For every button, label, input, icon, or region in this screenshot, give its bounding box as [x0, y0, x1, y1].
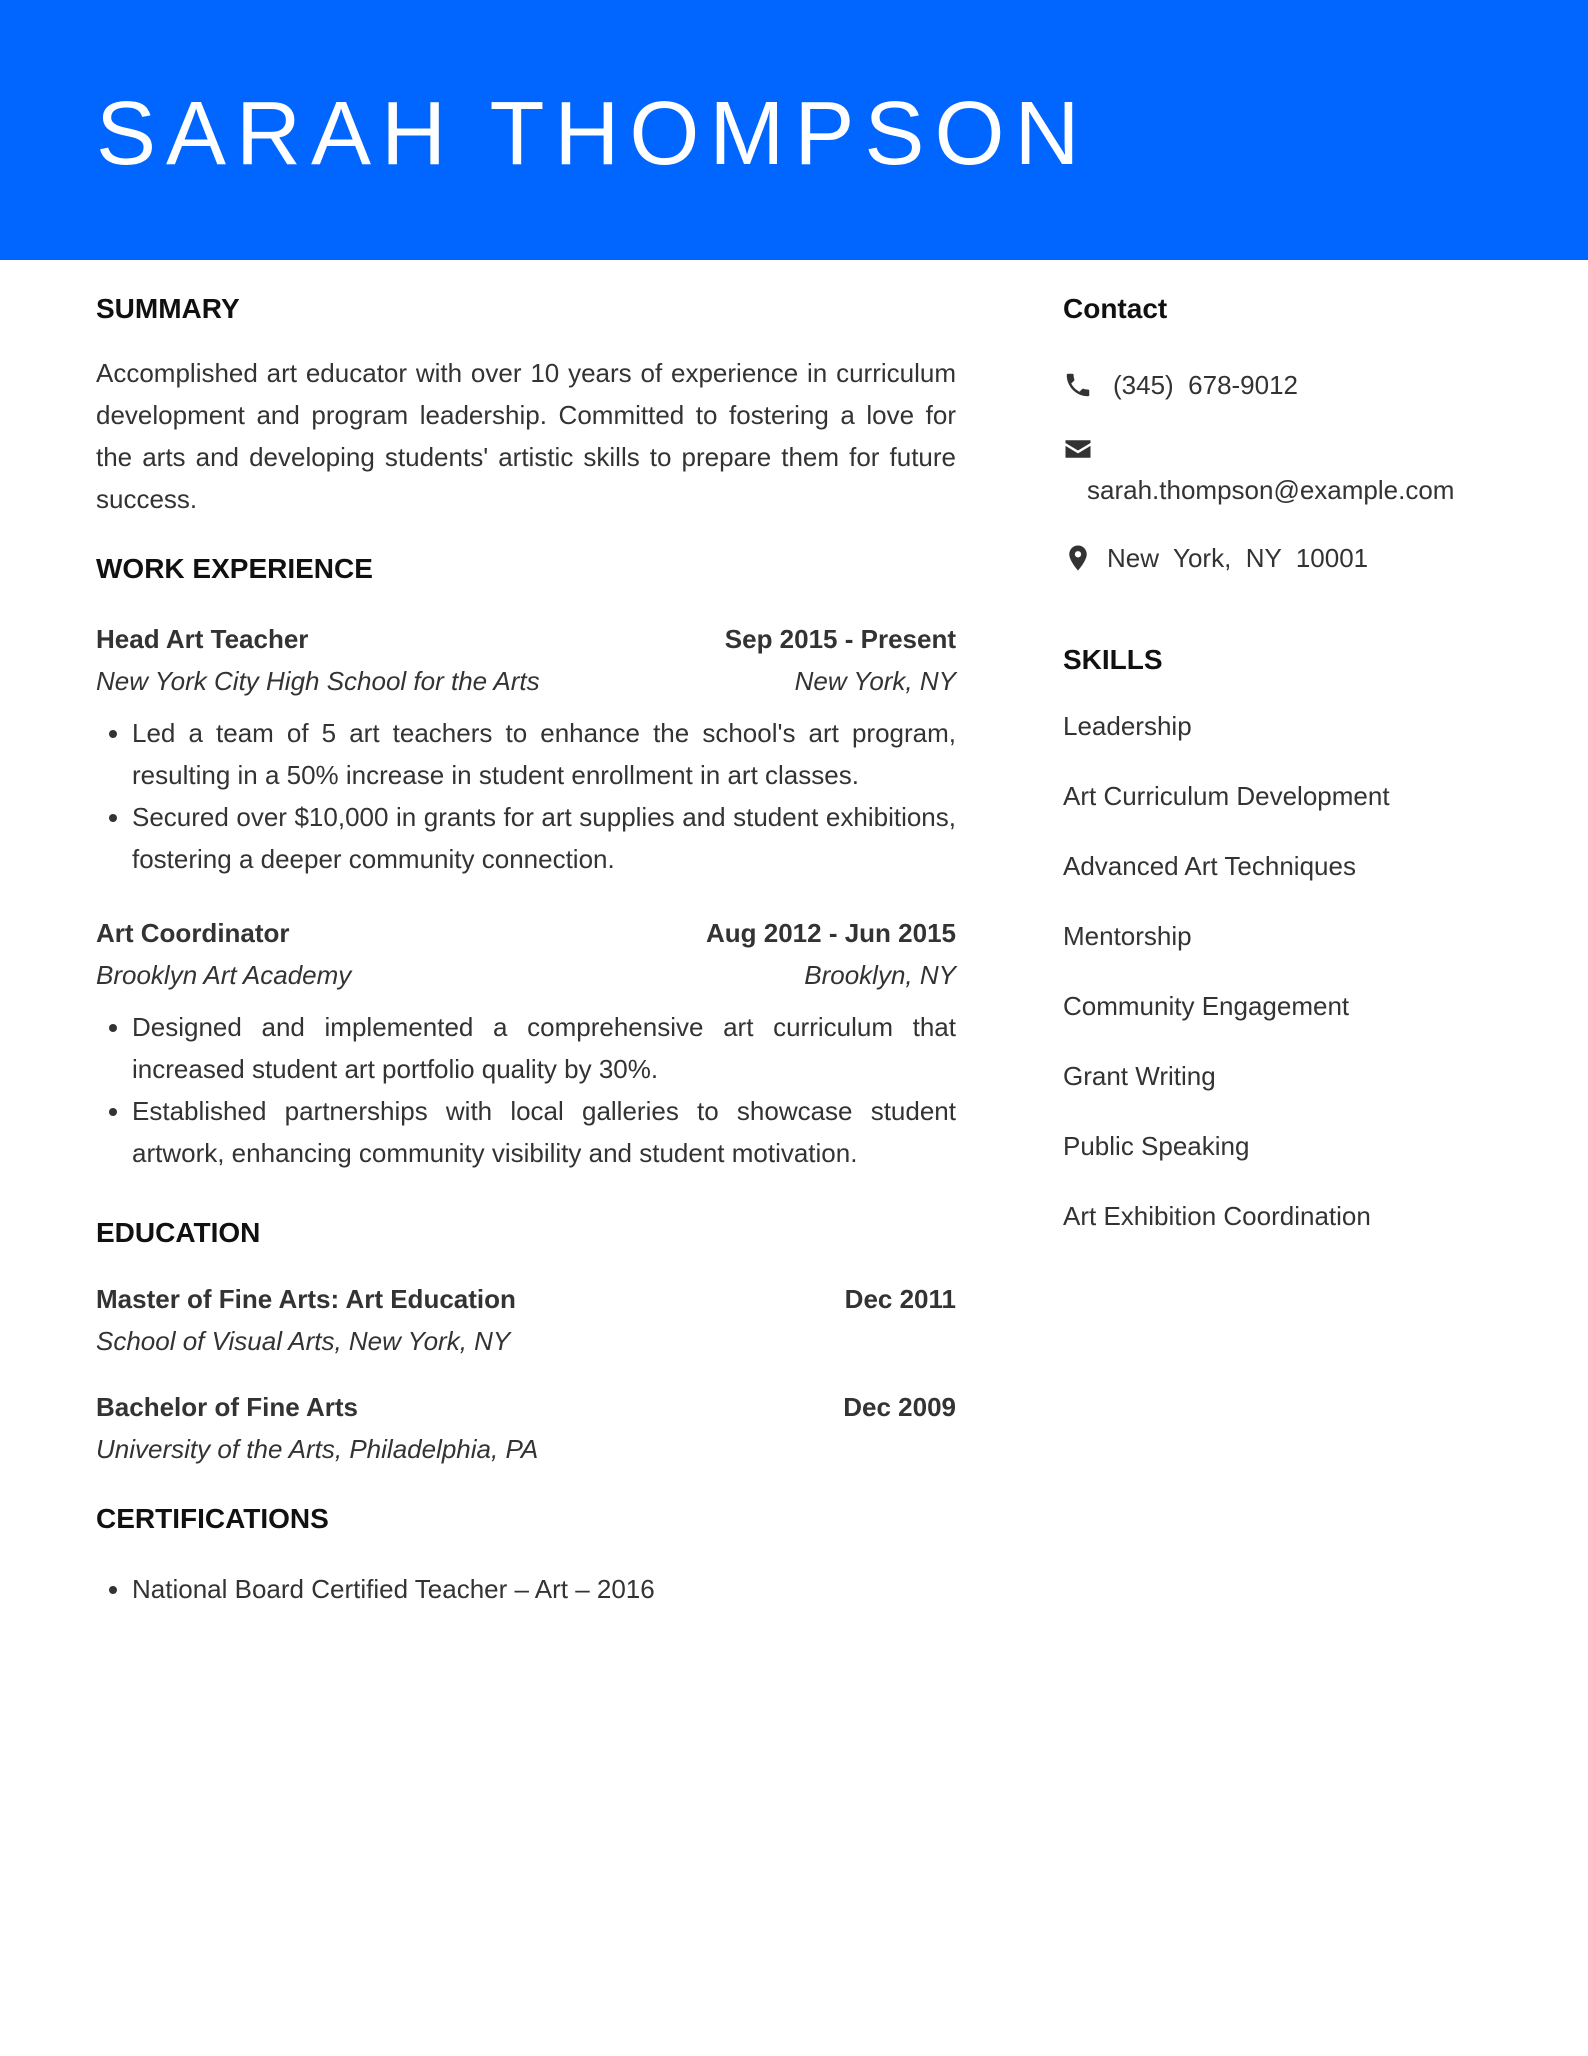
skills-heading: SKILLS [1063, 644, 1163, 675]
job-title-row [96, 618, 956, 660]
contact-phone-text: (345) 678-9012 [1113, 370, 1299, 400]
contact-location [1063, 537, 1503, 579]
candidate-name: SARAH THOMPSON [96, 84, 1090, 184]
summary-text: Accomplished art educator with over 10 years of experience in curriculum development and program leadership. Committed to fostering a love for the arts and developing students' artistic skills to prepare them for future success. [96, 358, 956, 514]
skill-item: Art Exhibition Coordination [1063, 1201, 1371, 1231]
job-dates: Aug 2012 - Jun 2015 [706, 918, 956, 948]
job-org-row [96, 660, 956, 702]
education-date: Dec 2009 [843, 1392, 956, 1422]
contact-phone [1063, 364, 1503, 406]
job-location: Brooklyn, NY [804, 960, 956, 990]
education-degree-row [96, 1386, 956, 1428]
contact-location-text: New York, NY 10001 [1107, 543, 1369, 573]
skill-item: Mentorship [1063, 921, 1192, 951]
job-org-row [96, 954, 956, 996]
skill-item: Leadership [1063, 711, 1192, 741]
education-school-row [96, 1320, 956, 1362]
job-bullet: • Established partnerships with local galleries to showcase student artwork, enhancing community visibility and student motivation. [132, 1090, 956, 1174]
skill-item: Grant Writing [1063, 1061, 1216, 1091]
header-banner [0, 0, 1588, 260]
education-entry [96, 1278, 956, 1362]
work-experience-heading: WORK EXPERIENCE [96, 553, 373, 584]
job-org: Brooklyn Art Academy [96, 960, 352, 990]
main-column [96, 290, 956, 1610]
skill-item: Art Curriculum Development [1063, 781, 1390, 811]
contact-email-text[interactable]: sarah.thompson@example.com [1087, 475, 1455, 505]
job-org: New York City High School for the Arts [96, 666, 540, 696]
job-title-row [96, 912, 956, 954]
education-heading: EDUCATION [96, 1217, 261, 1248]
education-degree: Master of Fine Arts: Art Education [96, 1284, 516, 1314]
contact-email [1063, 434, 1503, 511]
summary-heading: SUMMARY [96, 293, 240, 324]
education-school: School of Visual Arts, New York, NY [96, 1326, 511, 1356]
certification-item: • National Board Certified Teacher – Art – 2016 [132, 1568, 956, 1610]
certifications-heading: CERTIFICATIONS [96, 1503, 329, 1534]
education-school: University of the Arts, Philadelphia, PA [96, 1434, 539, 1464]
envelope-icon [1063, 434, 1093, 464]
skill-item: Community Engagement [1063, 991, 1350, 1021]
education-date: Dec 2011 [844, 1284, 956, 1314]
job-location: New York, NY [794, 666, 956, 696]
phone-icon [1063, 370, 1093, 400]
job-role: Head Art Teacher [96, 624, 309, 654]
skills-list [1063, 705, 1503, 1237]
job-role: Art Coordinator [96, 918, 290, 948]
contact-heading: Contact [1063, 293, 1168, 324]
job-bullet: • Led a team of 5 art teachers to enhance the school's art program, resulting in a 50% increase in student enrollment in art classes. [132, 712, 956, 796]
certifications-list [96, 1568, 956, 1610]
job-entry [96, 912, 956, 1174]
job-bullet: • Secured over $10,000 in grants for art supplies and student exhibitions, fostering a deeper community connection. [132, 796, 956, 880]
job-bullets [96, 712, 956, 880]
job-dates: Sep 2015 - Present [724, 624, 956, 654]
education-school-row [96, 1428, 956, 1470]
job-bullets [96, 1006, 956, 1174]
education-degree: Bachelor of Fine Arts [96, 1392, 358, 1422]
map-pin-icon [1063, 543, 1093, 573]
skill-item: Advanced Art Techniques [1063, 851, 1356, 881]
education-entry [96, 1386, 956, 1470]
job-bullet: • Designed and implemented a comprehensive art curriculum that increased student art portfolio quality by 30%. [132, 1006, 956, 1090]
sidebar-column [1063, 290, 1503, 1265]
job-entry [96, 618, 956, 880]
skill-item: Public Speaking [1063, 1131, 1250, 1161]
education-degree-row [96, 1278, 956, 1320]
